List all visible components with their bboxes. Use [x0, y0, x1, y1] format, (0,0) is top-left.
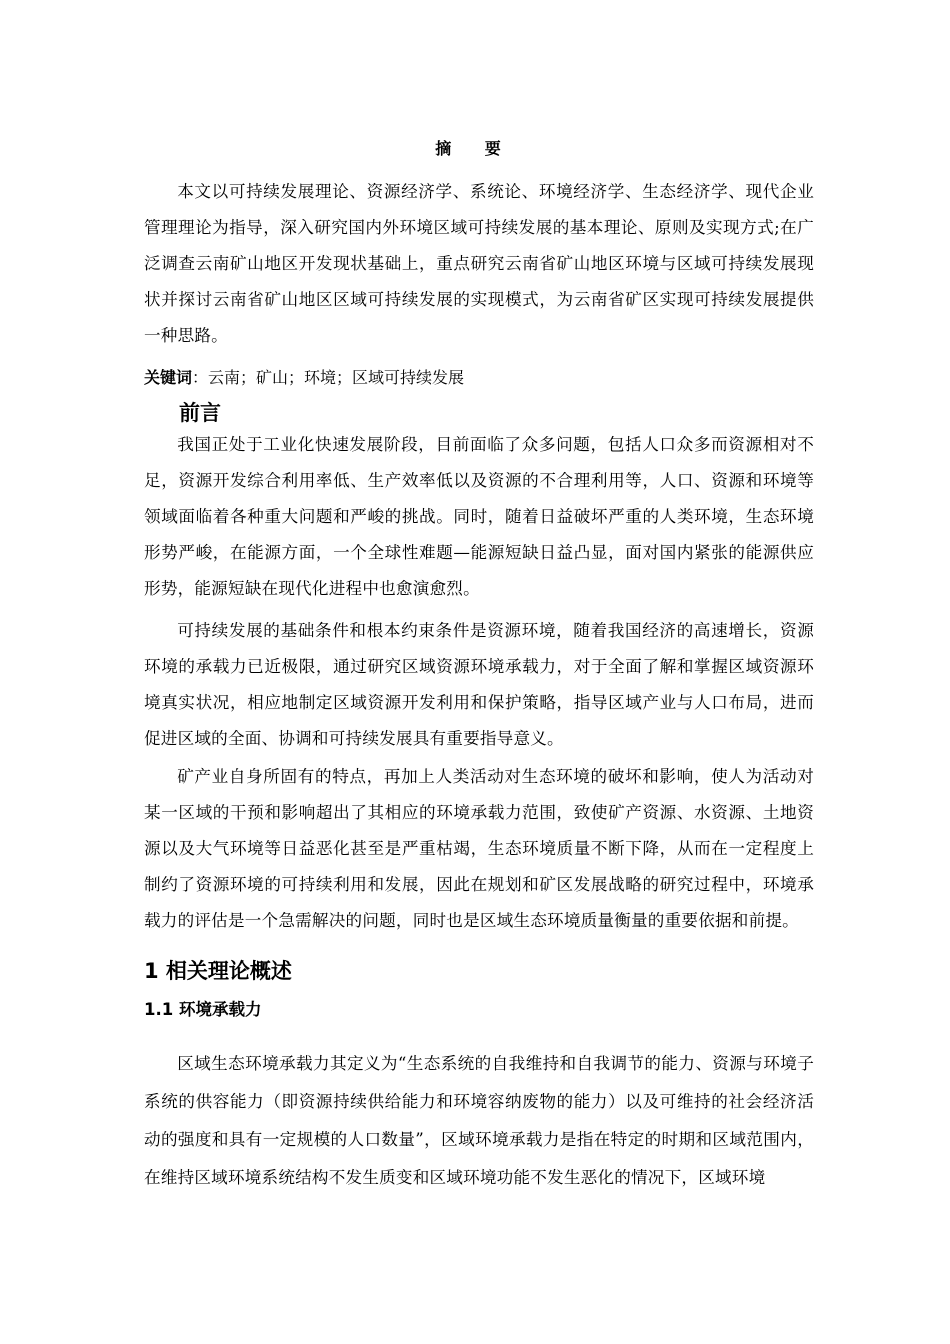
- preface-paragraph: 我国正处于工业化快速发展阶段，目前面临了众多问题，包括人口众多而资源相对不足，资源开发综合利用率低、生产效率低以及资源的不合理利用等，人口、资源和环境等领域面临着各种重大问题和严峻的挑战。同时，随着日益破坏严重的人类环境，生态环境形势严峻，在能源方面，一个全球性难题—能源短缺日益凸显，面对国内紧张的能源供应形势，能源短缺在现代化进程中也愈演愈烈。: [144, 435, 814, 598]
- section-heading: 1 相关理论概述: [144, 959, 292, 983]
- section-paragraph: 区域生态环境承载力其定义为“生态系统的自我维持和自我调节的能力、资源与环境子系统的供容能力（即资源持续供给能力和环境容纳废物的能力）以及可维持的社会经济活动的强度和具有一定规模的人口数量”，区域环境承载力是指在特定的时期和区域范围内，在维持区域环境系统结构不发生质变和区域环境功能不发生恶化的情况下，区域环境: [144, 1054, 814, 1187]
- keywords-value: ：云南；矿山；环境；区域可持续发展: [192, 368, 465, 387]
- keywords-line: [144, 365, 464, 391]
- abstract-title: 摘 要: [435, 139, 515, 158]
- preface-heading: 前言: [179, 401, 221, 425]
- subsection-heading: 1.1 环境承载力: [144, 1000, 262, 1019]
- keywords-label: 关键词: [144, 368, 193, 387]
- preface-paragraph: 可持续发展的基础条件和根本约束条件是资源环境，随着我国经济的高速增长，资源环境的承载力已近极限，通过研究区域资源环境承载力，对于全面了解和掌握区域资源环境真实状况，相应地制定区域资源开发利用和保护策略，指导区域产业与人口布局，进而促进区域的全面、协调和可持续发展具有重要指导意义。: [144, 621, 814, 748]
- preface-paragraph: 矿产业自身所固有的特点，再加上人类活动对生态环境的破坏和影响，使人为活动对某一区域的干预和影响超出了其相应的环境承载力范围，致使矿产资源、水资源、土地资源以及大气环境等日益恶化甚至是严重枯竭，生态环境质量不断下降，从而在一定程度上制约了资源环境的可持续利用和发展，因此在规划和矿区发展战略的研究过程中，环境承载力的评估是一个急需解决的问题，同时也是区域生态环境质量衡量的重要依据和前提。: [144, 767, 814, 930]
- abstract-paragraph: 本文以可持续发展理论、资源经济学、系统论、环境经济学、生态经济学、现代企业管理理论为指导，深入研究国内外环境区域可持续发展的基本理论、原则及实现方式;在广泛调查云南矿山地区开发现状基础上，重点研究云南省矿山地区环境与区域可持续发展现状并探讨云南省矿山地区区域可持续发展的实现模式，为云南省矿区实现可持续发展提供一种思路。: [144, 182, 814, 345]
